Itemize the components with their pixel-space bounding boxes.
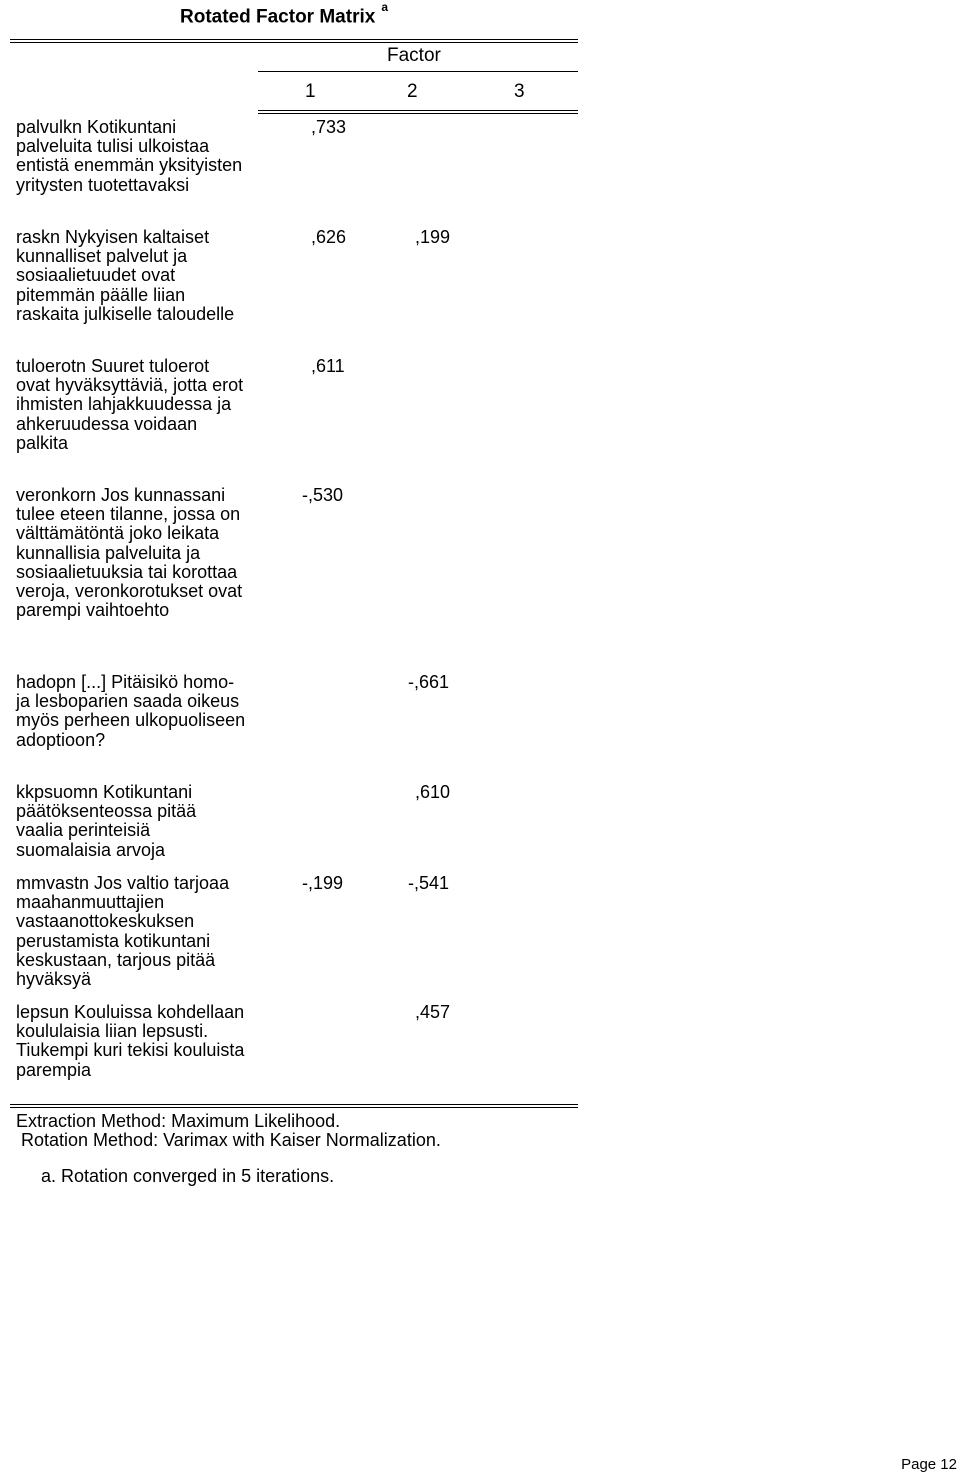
cell-factor-1: ,733 [311, 117, 347, 137]
column-header-2: 2 [407, 81, 418, 102]
cell-factor-2: -,661 [408, 672, 450, 692]
footnote-rotation: Rotation Method: Varimax with Kaiser Normalization. [21, 1130, 441, 1150]
cell-factor-2: -,541 [408, 873, 450, 893]
cell-factor-1: ,611 [311, 356, 345, 376]
table-title [180, 0, 388, 28]
row-label: kkpsuomn Kotikuntani päätöksenteossa pitää vaalia perinteisiä suomalaisia arvoja [16, 782, 197, 860]
row-label: mmvastn Jos valtio tarjoaa maahanmuuttajien vastaanottokeskuksen perustamista kotikuntani keskustaan, tarjous pitää hyväksyä [16, 873, 230, 990]
row-label: hadopn [...] Pitäisikö homo- ja lesboparien saada oikeus myös perheen ulkopuoliseen adoptioon? [16, 672, 246, 750]
cell-factor-1: -,199 [302, 873, 344, 893]
table-top-rule [10, 39, 578, 43]
cell-factor-2: ,610 [415, 782, 451, 802]
row-label: raskn Nykyisen kaltaiset kunnalliset palvelut ja sosiaalietuudet ovat pitemmän päälle liian raskaita julkiselle taloudelle [16, 227, 235, 324]
row-label: palvulkn Kotikuntani palveluita tulisi ulkoistaa entistä enemmän yksityisten yritysten tuotettavaksi [16, 117, 243, 195]
column-header-3: 3 [514, 81, 525, 102]
page-number: Page 12 [901, 1456, 957, 1473]
cell-factor-1: ,626 [311, 227, 347, 247]
header-bottom-rule [258, 110, 578, 114]
cell-factor-1: -,530 [302, 485, 344, 505]
table-title-text: Rotated Factor Matrix [180, 6, 376, 28]
footnote-converged: a. Rotation converged in 5 iterations. [41, 1166, 335, 1186]
row-label: veronkorn Jos kunnassani tulee eteen tilanne, jossa on välttämätöntä joko leikata kunnallisia palveluita ja sosiaalietuuksia tai korottaa veroja, veronkorotukset ovat parempi vaihtoehto [16, 485, 243, 621]
cell-factor-2: ,457 [415, 1002, 451, 1022]
column-header-1: 1 [305, 81, 316, 102]
table-bottom-rule [10, 1104, 578, 1108]
row-label: lepsun Kouluissa kohdellaan koululaisia liian lepsusti. Tiukempi kuri tekisi kouluista parempia [16, 1002, 245, 1080]
row-label: tuloerotn Suuret tuloerot ovat hyväksyttäviä, jotta erot ihmisten lahjakkuudessa ja ahkeruudessa voidaan palkita [16, 356, 244, 453]
footnote-extraction: Extraction Method: Maximum Likelihood. [16, 1111, 341, 1131]
factor-header-rule [258, 71, 578, 72]
cell-factor-2: ,199 [415, 227, 451, 247]
title-footnote-marker: a [381, 0, 388, 14]
factor-header: Factor [387, 45, 441, 66]
